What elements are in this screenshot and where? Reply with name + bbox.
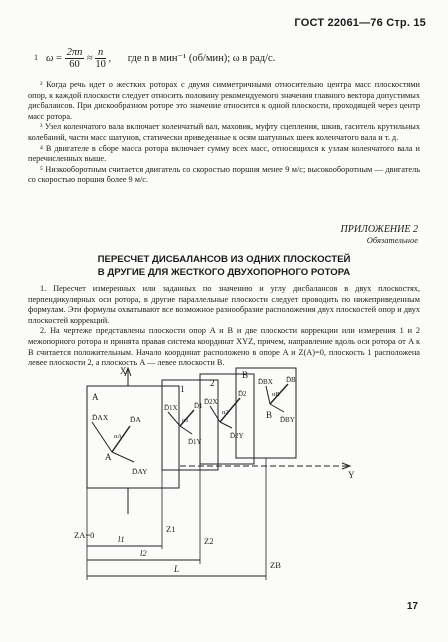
dim-L-label: L	[174, 564, 180, 574]
fraction-denominator: 60	[69, 59, 80, 70]
plane-1-label: 1	[180, 384, 185, 394]
vec-d1-label: D̄1	[194, 402, 203, 410]
vec-d2x-label: D̄2X	[204, 398, 218, 406]
vector-d1y	[180, 426, 192, 434]
section-title	[28, 253, 420, 279]
formula-comma: ,	[108, 52, 112, 64]
footnote-3: ³ Узел коленчатого вала включает коленчатый вал, маховик, муфту сцепления, шкив, гаситель крутильных колебаний, части масс шатунов, статически приведенные к осям шатунных шеек коленчатого вала и т. д.	[28, 122, 420, 142]
origin-a-label: A	[105, 452, 112, 462]
page-number: 17	[406, 601, 418, 612]
formula-footnote-mark: 1	[34, 53, 38, 62]
z-2-label: Z2	[204, 536, 214, 546]
fraction-denominator: 10	[95, 59, 106, 70]
dim-l2-label: l2	[140, 548, 147, 558]
running-header: ГОСТ 22061—76 Стр. 15	[294, 17, 426, 29]
origin-b-label: B	[266, 410, 273, 420]
fraction-numerator: 2πn	[66, 47, 83, 58]
vec-dax-label: D̄AX	[92, 413, 109, 422]
vec-db-label: D̄B	[286, 376, 296, 384]
fraction-2pin-60	[65, 47, 85, 70]
appendix-label	[341, 224, 419, 245]
vec-d1x-label: D̄1X	[164, 404, 178, 412]
fraction-numerator: n	[95, 47, 106, 59]
z-1-label: Z1	[166, 524, 176, 534]
vec-dby-label: D̄BY	[280, 416, 295, 424]
section-title-line-1: ПЕРЕСЧЕТ ДИСБАЛАНСОВ ИЗ ОДНИХ ПЛОСКОСТЕЙ	[97, 254, 351, 265]
vector-dbx	[266, 386, 270, 404]
z-b-label: ZB	[270, 560, 281, 570]
body-text	[28, 284, 420, 369]
vec-dbx-label: D̄BX	[258, 378, 273, 386]
z-a-label: ZA=0	[74, 530, 95, 540]
vec-d2-label: D̄2	[238, 390, 247, 398]
footnote-5: ⁵ Низкооборотным считается двигатель со скоростью поршня менее 9 м/с; высокооборотным — двигатель со скоростью поршня более 9 м/с.	[28, 164, 420, 185]
body-paragraph-2: 2. На чертеже представлены плоскости опор A и B и две плоскости коррекции или измерения 1 и 2 межопорного ротора и принята правая система координат XYZ, причем, направление вдоль оси ротора от A к B считается положительным. Начало координат расположено в опоре A и Z(A)=0, плоскость 1 расположена левее плоскости 2, а плоскость A — левее плоскости B.	[28, 326, 420, 368]
equals-sign: =	[56, 52, 62, 64]
vec-d2y-label: D̄2Y	[230, 432, 244, 440]
footnotes-block	[28, 80, 420, 186]
omega-symbol: ω	[46, 52, 54, 64]
vec-day-label: D̄AY	[132, 467, 148, 476]
appendix-status: Обязательное	[366, 235, 418, 245]
angle-1-label: α1	[182, 417, 189, 424]
plane-2	[200, 374, 254, 464]
section-title-line-2: В ДРУГИЕ ДЛЯ ЖЕСТКОГО ДВУХОПОРНОГО РОТОРА	[97, 267, 351, 278]
body-paragraph-1: 1. Пересчет измеренных или заданных по значению и углу дисбалансов в двух плоскостях, перпендикулярных оси ротора, в другие параллельные плоскости следует проводить по нижеприведенным формулам. Эти формулы охватывают все возможное разнообразие расположения двух плоскостей опор и двух плоскостей коррекций.	[28, 284, 420, 325]
vec-d1y-label: D̄1Y	[188, 438, 202, 446]
footnote-2: ² Когда речь идет о жестких роторах с двумя симметричными относительно центра масс плоскостями опор, к каждой плоскости следует относить половину рекомендуемого значения главного вектора допустимых дисбалансов. При дискообразном роторе это значение относится к одной плоскости, проходящей через центр масс ротора.	[28, 80, 420, 121]
vector-d2y	[220, 422, 232, 428]
vec-da-label: D̄A	[130, 415, 141, 424]
angle-2-label: α2	[222, 409, 229, 416]
appendix-title: ПРИЛОЖЕНИЕ 2	[340, 224, 418, 235]
formula-line	[34, 44, 414, 78]
dim-l1-label: l1	[118, 534, 125, 544]
angle-b-label: αB	[272, 391, 280, 398]
formula-where-clause: где n в мин⁻¹ (об/мин); ω в рад/с.	[127, 52, 276, 64]
approx-sign: ≈	[86, 52, 93, 64]
plane-2-label: 2	[210, 378, 215, 388]
footnote-4: ⁴ В двигателе в сборе масса ротора включает сумму всех масс, относящихся к узлам коленчатого вала и перечисленных выше.	[28, 143, 420, 164]
angle-a-label: αA	[114, 433, 123, 440]
x-axis-label: X	[120, 366, 127, 376]
y-axis-label: Y	[348, 470, 355, 480]
plane-a-label: A	[92, 392, 99, 402]
fraction-n-10	[95, 47, 106, 70]
vector-dby	[270, 404, 284, 412]
plane-b-label: B	[242, 370, 249, 380]
rotor-planes-diagram	[70, 364, 370, 614]
